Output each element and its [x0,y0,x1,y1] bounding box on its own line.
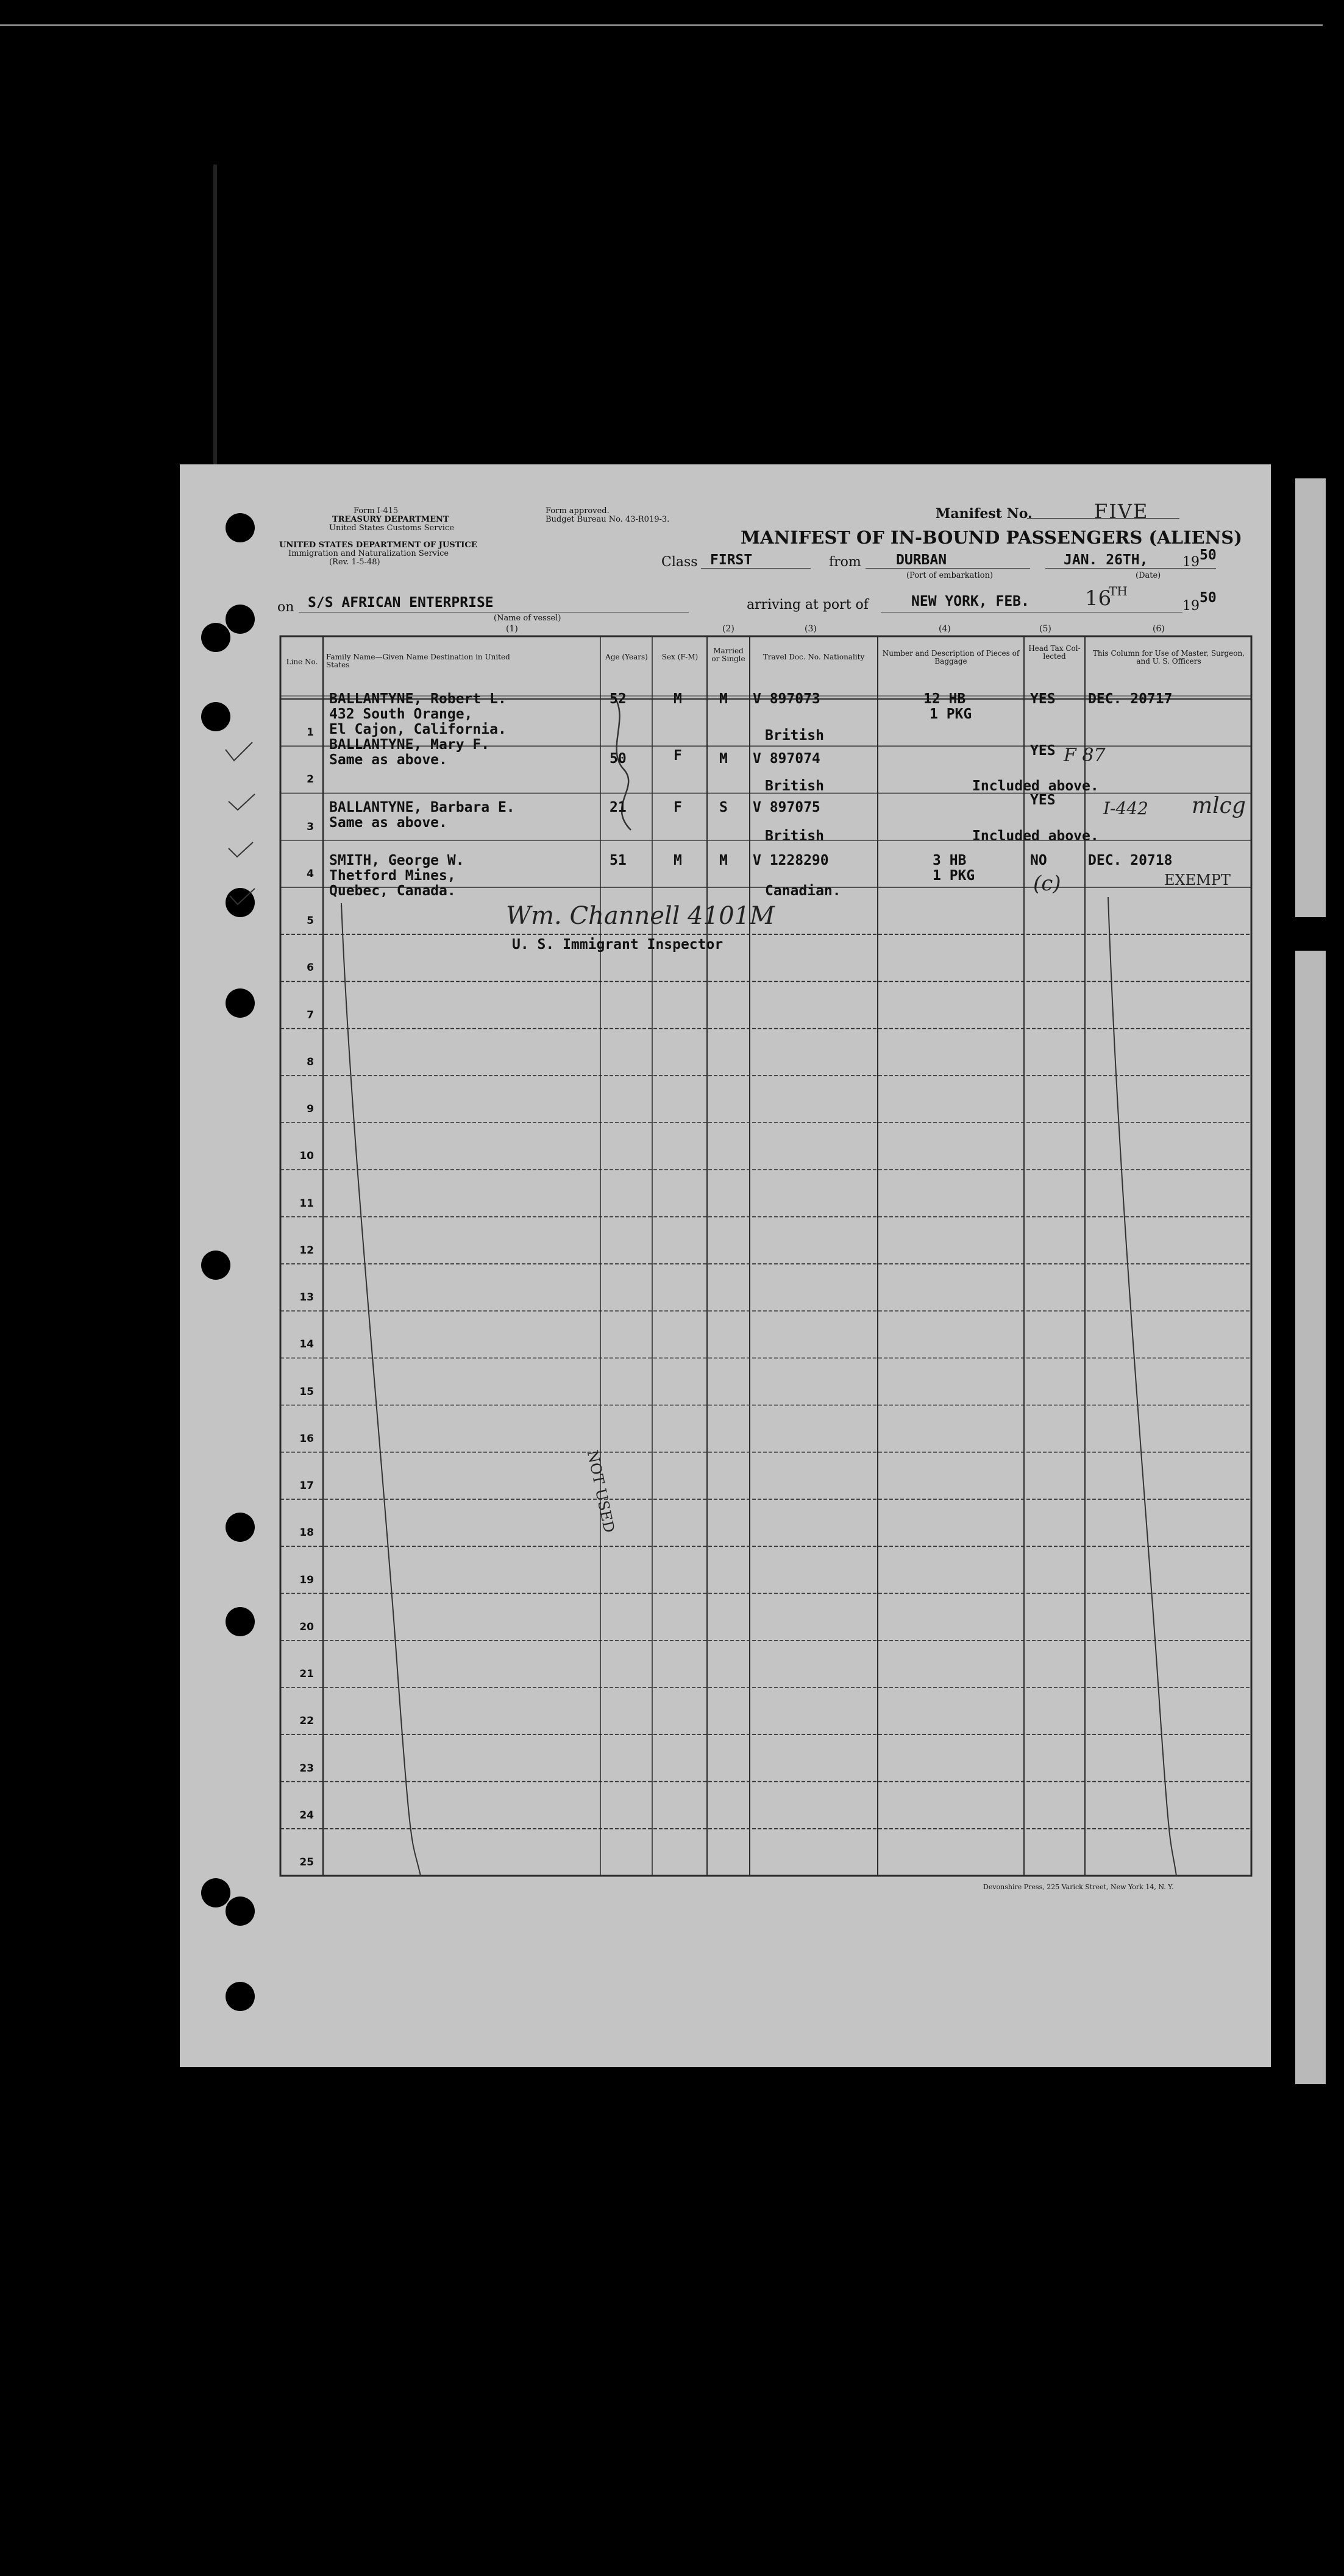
vessel-name: S/S AFRICAN ENTERPRISE [308,595,494,611]
passenger-nationality: British [765,728,824,743]
printer-credit: Devonshire Press, 225 Varick Street, New York 14, N. Y. [983,1883,1174,1891]
row-number: 10 [299,1150,314,1163]
handwritten-i442: I-442 [1103,798,1148,818]
manifest-page [180,464,1271,2067]
adjacent-page-edge-lower [1295,951,1326,2084]
handwritten-c: (c) [1033,871,1061,896]
passenger-baggage: 12 HB [923,691,966,707]
manifest-no-value: FIVE [1094,500,1149,523]
passenger-married: S [719,800,728,815]
passenger-head-tax: NO [1030,853,1047,868]
hdr-line-no: Line No. [286,658,318,666]
hdr-age: Age (Years) [605,653,648,661]
year-prefix-2: 19 [1182,598,1200,614]
passenger-age: 50 [610,751,627,767]
class-label: Class [661,555,698,570]
row-number: 19 [299,1574,314,1586]
passenger-doc: V 1228290 [753,853,829,868]
passenger-doc: V 897074 [753,751,820,767]
col-num-3: (3) [805,624,817,634]
left-shadow-bar [213,165,217,469]
passenger-age: 52 [610,691,627,707]
passenger-address: El Cajon, California. [329,722,507,737]
row-number: 2 [307,773,314,786]
budget-bureau: Budget Bureau No. 43-R019-3. [546,515,670,524]
col-num-1: (1) [506,624,518,634]
top-border-line [0,24,1323,26]
row-number: 7 [307,1009,314,1021]
inspector-title: U. S. Immigrant Inspector [512,937,724,953]
passenger-married: M [719,691,728,707]
row-number: 23 [299,1762,314,1775]
manifest-title: MANIFEST OF IN-BOUND PASSENGERS (ALIENS) [741,527,1242,548]
hdr-married: Married or Single [711,647,745,663]
handwritten-mlg: mlcg [1192,793,1246,818]
handwritten-f87: F 87 [1064,745,1106,766]
arrival-day: 16 [1085,586,1112,611]
row-number: 5 [307,915,314,928]
passenger-doc: V 897075 [753,800,820,815]
date-caption: (Date) [1136,571,1161,580]
hdr-name: Family Name—Given Name Destination in United States [326,653,510,669]
row-number: 6 [307,962,314,974]
hdr-sex: Sex (F-M) [661,653,699,661]
rev-date: (Rev. 1-5-48) [329,558,380,567]
passenger-married: M [719,853,728,868]
row-number: 16 [299,1432,314,1445]
passenger-address: Same as above. [329,752,447,768]
passenger-sex: M [674,691,682,707]
row-number: 25 [299,1856,314,1868]
handwritten-exempt: EXEMPT [1164,871,1231,889]
hdr-travel-doc: Travel Doc. No. Nationality [763,653,865,661]
passenger-address: Quebec, Canada. [329,883,456,899]
passenger-address: 432 South Orange, [329,706,473,722]
passenger-address: Same as above. [329,815,447,831]
passenger-head-tax: YES [1030,743,1056,759]
passenger-baggage: 3 HB [933,853,967,868]
handwritten-not-used: NOT USED [583,1449,618,1535]
passenger-baggage: 1 PKG [933,868,975,884]
hdr-baggage: Number and Description of Pieces of Baggage [882,649,1020,665]
year-suffix-2: 50 [1200,590,1217,606]
row-number: 12 [299,1244,314,1257]
row-number: 1 [307,726,314,739]
col-num-2: (2) [722,624,734,634]
passenger-head-tax: YES [1030,792,1056,808]
passenger-nationality: Canadian. [765,883,841,899]
dept-name: TREASURY DEPARTMENT [332,515,449,524]
row-number: 21 [299,1668,314,1681]
class-value: FIRST [710,552,753,568]
row-number: 20 [299,1620,314,1633]
passenger-officer-note: DEC. 20717 [1088,691,1173,707]
passenger-baggage: Included above. [972,778,1099,794]
port-embark-caption: (Port of embarkation) [906,571,994,580]
arriving-label: arriving at port of [747,597,869,612]
passenger-nationality: British [765,828,824,844]
row-number: 18 [299,1527,314,1539]
row-number: 15 [299,1385,314,1398]
passenger-sex: F [674,800,682,815]
from-label: from [829,555,861,570]
row-number: 4 [307,867,314,880]
row-number: 17 [299,1480,314,1492]
passenger-sex: M [674,853,682,868]
passenger-married: M [719,751,728,767]
customs-service: United States Customs Service [329,523,454,533]
passenger-name: SMITH, George W. [329,853,464,868]
on-label: on [277,600,294,615]
year-prefix-1: 19 [1182,555,1200,570]
justice-dept: UNITED STATES DEPARTMENT OF JUSTICE [279,541,477,550]
year-suffix-1: 50 [1200,547,1217,563]
form-number: Form I-415 [354,506,399,516]
passenger-sex: F [674,748,682,764]
passenger-age: 51 [610,853,627,868]
passenger-baggage: Included above. [972,828,1099,844]
row-number: 14 [299,1338,314,1351]
passenger-head-tax: YES [1030,691,1056,707]
hdr-officers: This Column for Use of Master, Surgeon, and U. S. Officers [1092,649,1245,665]
col-num-4: (4) [939,624,951,634]
row-number: 11 [299,1197,314,1210]
from-value: DURBAN [896,552,947,568]
passenger-officer-note: DEC. 20718 [1088,853,1173,868]
passenger-nationality: British [765,778,824,794]
inspector-signature: Wm. Channell 4101M [506,902,775,930]
arrival-day-suffix: TH [1109,584,1128,598]
passenger-address: Thetford Mines, [329,868,456,884]
manifest-no-label: Manifest No. [936,506,1033,522]
col-num-5: (5) [1039,624,1051,634]
passenger-name: BALLANTYNE, Mary F. [329,737,490,753]
row-number: 8 [307,1056,314,1068]
row-number: 24 [299,1809,314,1822]
departure-date: JAN. 26TH, [1064,552,1148,568]
vessel-caption: (Name of vessel) [494,614,561,623]
adjacent-page-edge-upper [1295,478,1326,917]
row-number: 3 [307,820,314,833]
ins-name: Immigration and Naturalization Service [288,549,449,558]
arrival-port: NEW YORK, FEB. [911,594,1029,609]
row-number: 13 [299,1291,314,1304]
col-num-6: (6) [1153,624,1165,634]
passenger-name: BALLANTYNE, Robert L. [329,691,507,707]
form-approved: Form approved. [546,506,610,516]
passenger-age: 21 [610,800,627,815]
row-number: 9 [307,1103,314,1116]
passenger-baggage: 1 PKG [930,706,972,722]
hdr-head-tax: Head Tax Collected [1028,644,1081,661]
row-number: 22 [299,1715,314,1728]
passenger-doc: V 897073 [753,691,820,707]
passenger-name: BALLANTYNE, Barbara E. [329,800,515,815]
